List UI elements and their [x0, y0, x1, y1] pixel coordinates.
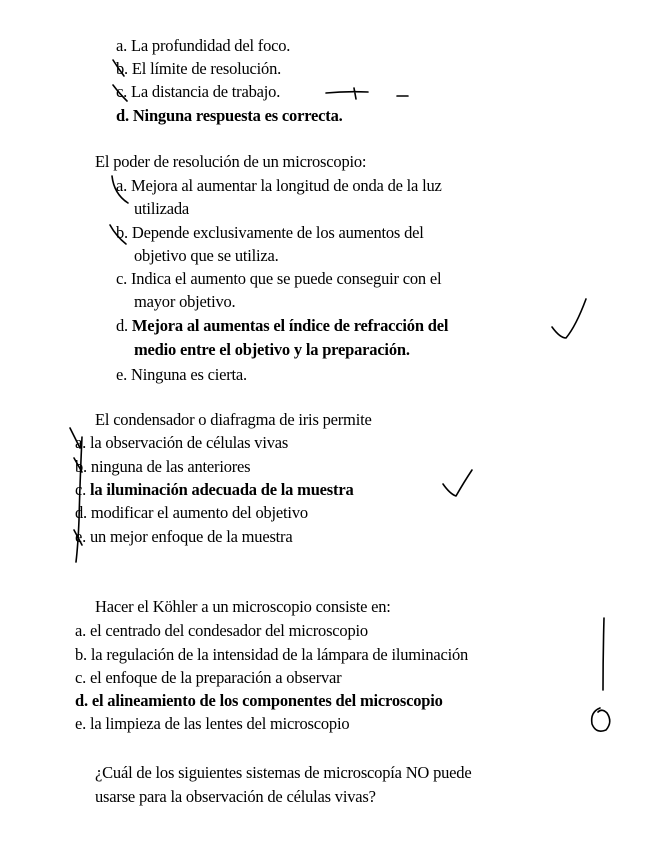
- q2-option-a: a. Mejora al aumentar la longitud de onda de la luz: [116, 176, 442, 195]
- q4-option-b: b. la regulación de la intensidad de la lámpara de iluminación: [75, 645, 469, 664]
- q3-option-c: c. la iluminación adecuada de la muestra: [75, 480, 354, 499]
- q4-option-e: e. la limpieza de las lentes del microscopio: [75, 714, 350, 733]
- q3-option-b: b. ninguna de las anteriores: [75, 457, 251, 476]
- q3-option-e: e. un mejor enfoque de la muestra: [75, 527, 293, 546]
- q2-option-c: c. Indica el aumento que se puede conseguir con el: [116, 269, 442, 288]
- q2-stem: El poder de resolución de un microscopio:: [95, 152, 367, 171]
- q2-option-e: e. Ninguna es cierta.: [116, 365, 247, 384]
- q4-option-c: c. el enfoque de la preparación a observar: [75, 668, 342, 687]
- q5-stem-line1: ¿Cuál de los siguientes sistemas de microscopía NO puede: [95, 763, 472, 782]
- q2-option-d: d. Mejora al aumentas el índice de refracción del: [116, 316, 449, 335]
- q5-stem-line2: usarse para la observación de células vivas?: [95, 787, 376, 806]
- ink-dash-q1-c-1: [326, 88, 368, 99]
- q2-option-a-cont: utilizada: [134, 199, 190, 218]
- q2-option-c-cont: mayor objetivo.: [134, 292, 236, 311]
- q2-option-b-cont: objetivo que se utiliza.: [134, 246, 279, 265]
- q4-option-a: a. el centrado del condesador del microscopio: [75, 621, 368, 640]
- q2-option-b: b. Depende exclusivamente de los aumentos del: [116, 223, 424, 242]
- check-icon-q2: [552, 299, 586, 338]
- q4-option-d: d. el alineamiento de los componentes del microscopio: [75, 691, 443, 710]
- q2-option-d-cont: medio entre el objetivo y la preparación.: [134, 340, 410, 359]
- q1-option-c: c. La distancia de trabajo.: [116, 82, 281, 101]
- check-icon-q3: [443, 470, 472, 496]
- q3-option-d: d. modificar el aumento del objetivo: [75, 503, 308, 522]
- q3-option-a: a. la observación de células vivas: [75, 433, 289, 452]
- q1-option-a: a. La profundidad del foco.: [116, 36, 291, 55]
- ink-line-q4: [603, 618, 604, 690]
- q3-stem: El condensador o diafragma de iris permite: [95, 410, 372, 429]
- q1-option-d: d. Ninguna respuesta es correcta.: [116, 106, 343, 125]
- q4-stem: Hacer el Köhler a un microscopio consiste en:: [95, 597, 391, 616]
- q1-option-b: b. El límite de resolución.: [116, 59, 282, 78]
- ink-loop-q4: [592, 708, 610, 731]
